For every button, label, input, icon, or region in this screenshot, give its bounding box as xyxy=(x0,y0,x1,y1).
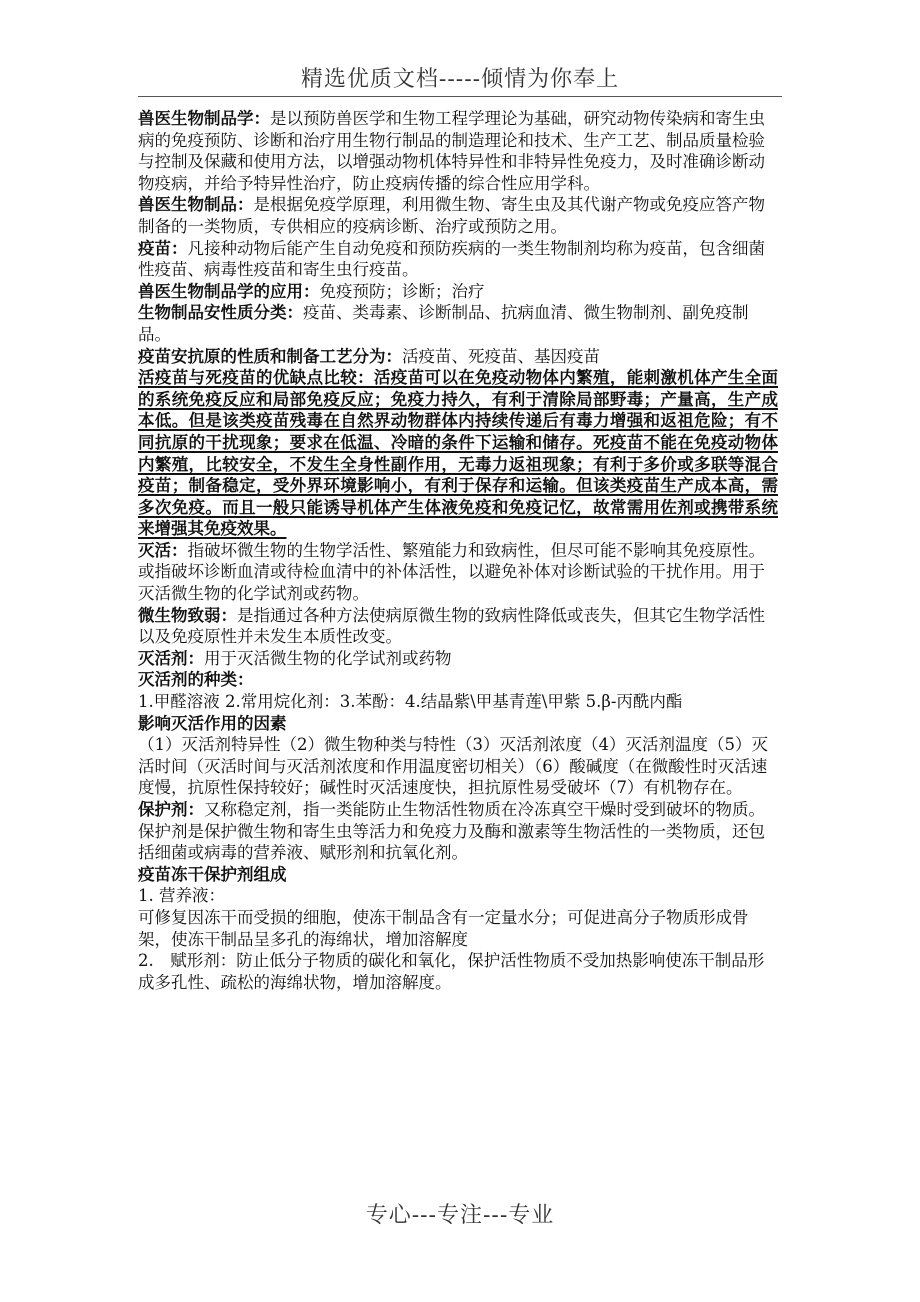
term: 疫苗安抗原的性质和制备工艺分为： xyxy=(138,346,402,366)
page-header: 精选优质文档-----倾情为你奉上 xyxy=(300,67,620,92)
definition: 活疫苗、死疫苗、基因疫苗 xyxy=(402,346,600,366)
heading-protectant-composition: 疫苗冻干保护剂组成 xyxy=(138,864,287,884)
term: 生物制品安性质分类： xyxy=(138,303,303,323)
paragraph-vet-biologics xyxy=(138,194,778,237)
paragraph-nutrient-solution: 可修复因冻干而受损的细胞，使冻干制品含有一定量水分；可促进高分子物质形成骨架，使冻干制品呈多孔的海绵状，增加溶解度 xyxy=(138,907,749,949)
definition: 指破坏微生物的生物学活性、繁殖能力和致病性，但尽可能不影响其免疫原性。或指破坏诊断血清或待检血清中的补体活性，以避免补体对诊断试验的干扰作用。用于灭活微生物的化学试剂或药物。 xyxy=(138,540,765,604)
term: 灭活剂： xyxy=(138,648,204,668)
term: 疫苗： xyxy=(138,238,188,258)
paragraph-live-vs-killed-comparison: 活疫苗与死疫苗的优缺点比较：活疫苗可以在免疫动物体内繁殖，能刺激机体产生全面的系统免疫反应和局部免疫反应；免疫力持久，有利于清除局部野毒；产量高，生产成本低。但是该类疫苗残毒在自然界动物群体内持续传递后有毒力增强和返祖危险；有不同抗原的干扰现象；要求在低温、冷暗的条件下运输和储存。死疫苗不能在免疫动物体内繁殖，比较安全，不发生全身性副作用，无毒力返祖现象；有利于多价或多联等混合疫苗；制备稳定，受外界环境影响小，有利于保存和运输。但该类疫苗生产成本高，需多次免疫。而且一般只能诱导机体产生体液免疫和免疫记忆，故常需用佐剂或携带系统来增强其免疫效果。 xyxy=(138,368,778,539)
list-item-nutrient-solution: 1. 营养液： xyxy=(138,886,225,906)
definition: 是根据免疫学原理，利用微生物、寄生虫及其代谢产物或免疫应答产物制备的一类物质，专供相应的疫病诊断、治疗或预防之用。 xyxy=(138,195,765,236)
term: 微生物致弱： xyxy=(138,605,237,625)
paragraph-attenuation xyxy=(138,605,778,648)
paragraph-applications xyxy=(138,281,778,303)
definition: 免疫预防；诊断；治疗 xyxy=(319,281,485,301)
term: 兽医生物制品： xyxy=(138,195,254,215)
term: 灭活： xyxy=(138,540,188,560)
paragraph-inactivation-factors: （1）灭活剂特异性（2）微生物种类与特性（3）灭活剂浓度（4）灭活剂温度（5）灭活时间（灭活时间与灭活剂浓度和作用温度密切相关）（6）酸碱度（在微酸性时灭活速度慢，抗原性保持较好；碱性时灭活速度快，担抗原性易受破坏（7）有机物存在。 xyxy=(138,735,768,798)
header-divider xyxy=(138,96,782,97)
definition: 凡接种动物后能产生自动免疫和预防疾病的一类生物制剂均称为疫苗，包含细菌性疫苗、病毒性疫苗和寄生虫行疫苗。 xyxy=(138,238,765,280)
paragraph-vet-biologics-science xyxy=(138,108,778,194)
term: 保护剂： xyxy=(138,800,204,819)
term: 兽医生物制品学： xyxy=(138,109,270,128)
paragraph-vaccine xyxy=(138,238,778,281)
paragraph-inactivant xyxy=(138,648,778,670)
paragraph-classification xyxy=(138,302,778,345)
paragraph-inactivant-list: 1.甲醛溶液 2.常用烷化剂：3.苯酚：4.结晶紫\甲基青莲\甲紫 5.β-丙酰内酯 xyxy=(138,692,683,712)
term: 兽医生物制品学的应用： xyxy=(138,281,320,301)
definition: 用于灭活微生物的化学试剂或药物 xyxy=(204,648,452,668)
paragraph-vaccine-types xyxy=(138,346,778,368)
definition: 是以预防兽医学和生物工程学理论为基础，研究动物传染病和寄生虫病的免疫预防、诊断和治疗用生物行制品的制造理论和技术、生产工艺、制品质量检验与控制及保藏和使用方法，以增强动物机体特异性和非特异性免疫力，及时准确诊断动物疫病，并给予特异性治疗，防止疫病传播的综合性应用学科。 xyxy=(138,109,765,193)
definition: 疫苗、类毒素、诊断制品、抗病血清、微生物制剂、副免疫制品。 xyxy=(138,303,749,344)
heading-inactivation-factors: 影响灭活作用的因素 xyxy=(138,713,287,733)
page-footer: 专心---专注---专业 xyxy=(365,1203,555,1228)
heading-inactivant-types: 灭活剂的种类： xyxy=(138,670,254,690)
paragraph-protectant xyxy=(138,799,778,864)
definition: 是指通过各种方法使病原微生物的致病性降低或丧失，但其它生物学活性以及免疫原性并未发生本质性改变。 xyxy=(138,605,765,647)
paragraph-inactivation xyxy=(138,540,778,605)
list-item-excipient: 2. 赋形剂：防止低分子物质的碳化和氧化，保护活性物质不受加热影响使冻干制品形成多孔性、疏松的海绵状物，增加溶解度。 xyxy=(138,951,765,992)
definition: 又称稳定剂，指一类能防止生物活性物质在冷冻真空干燥时受到破坏的物质。保护剂是保护微生物和寄生虫等活力和免疫力及酶和激素等生物活性的一类物质，还包括细菌或病毒的营养液、赋形剂和抗氧化剂。 xyxy=(138,800,765,863)
document-body xyxy=(138,108,778,993)
